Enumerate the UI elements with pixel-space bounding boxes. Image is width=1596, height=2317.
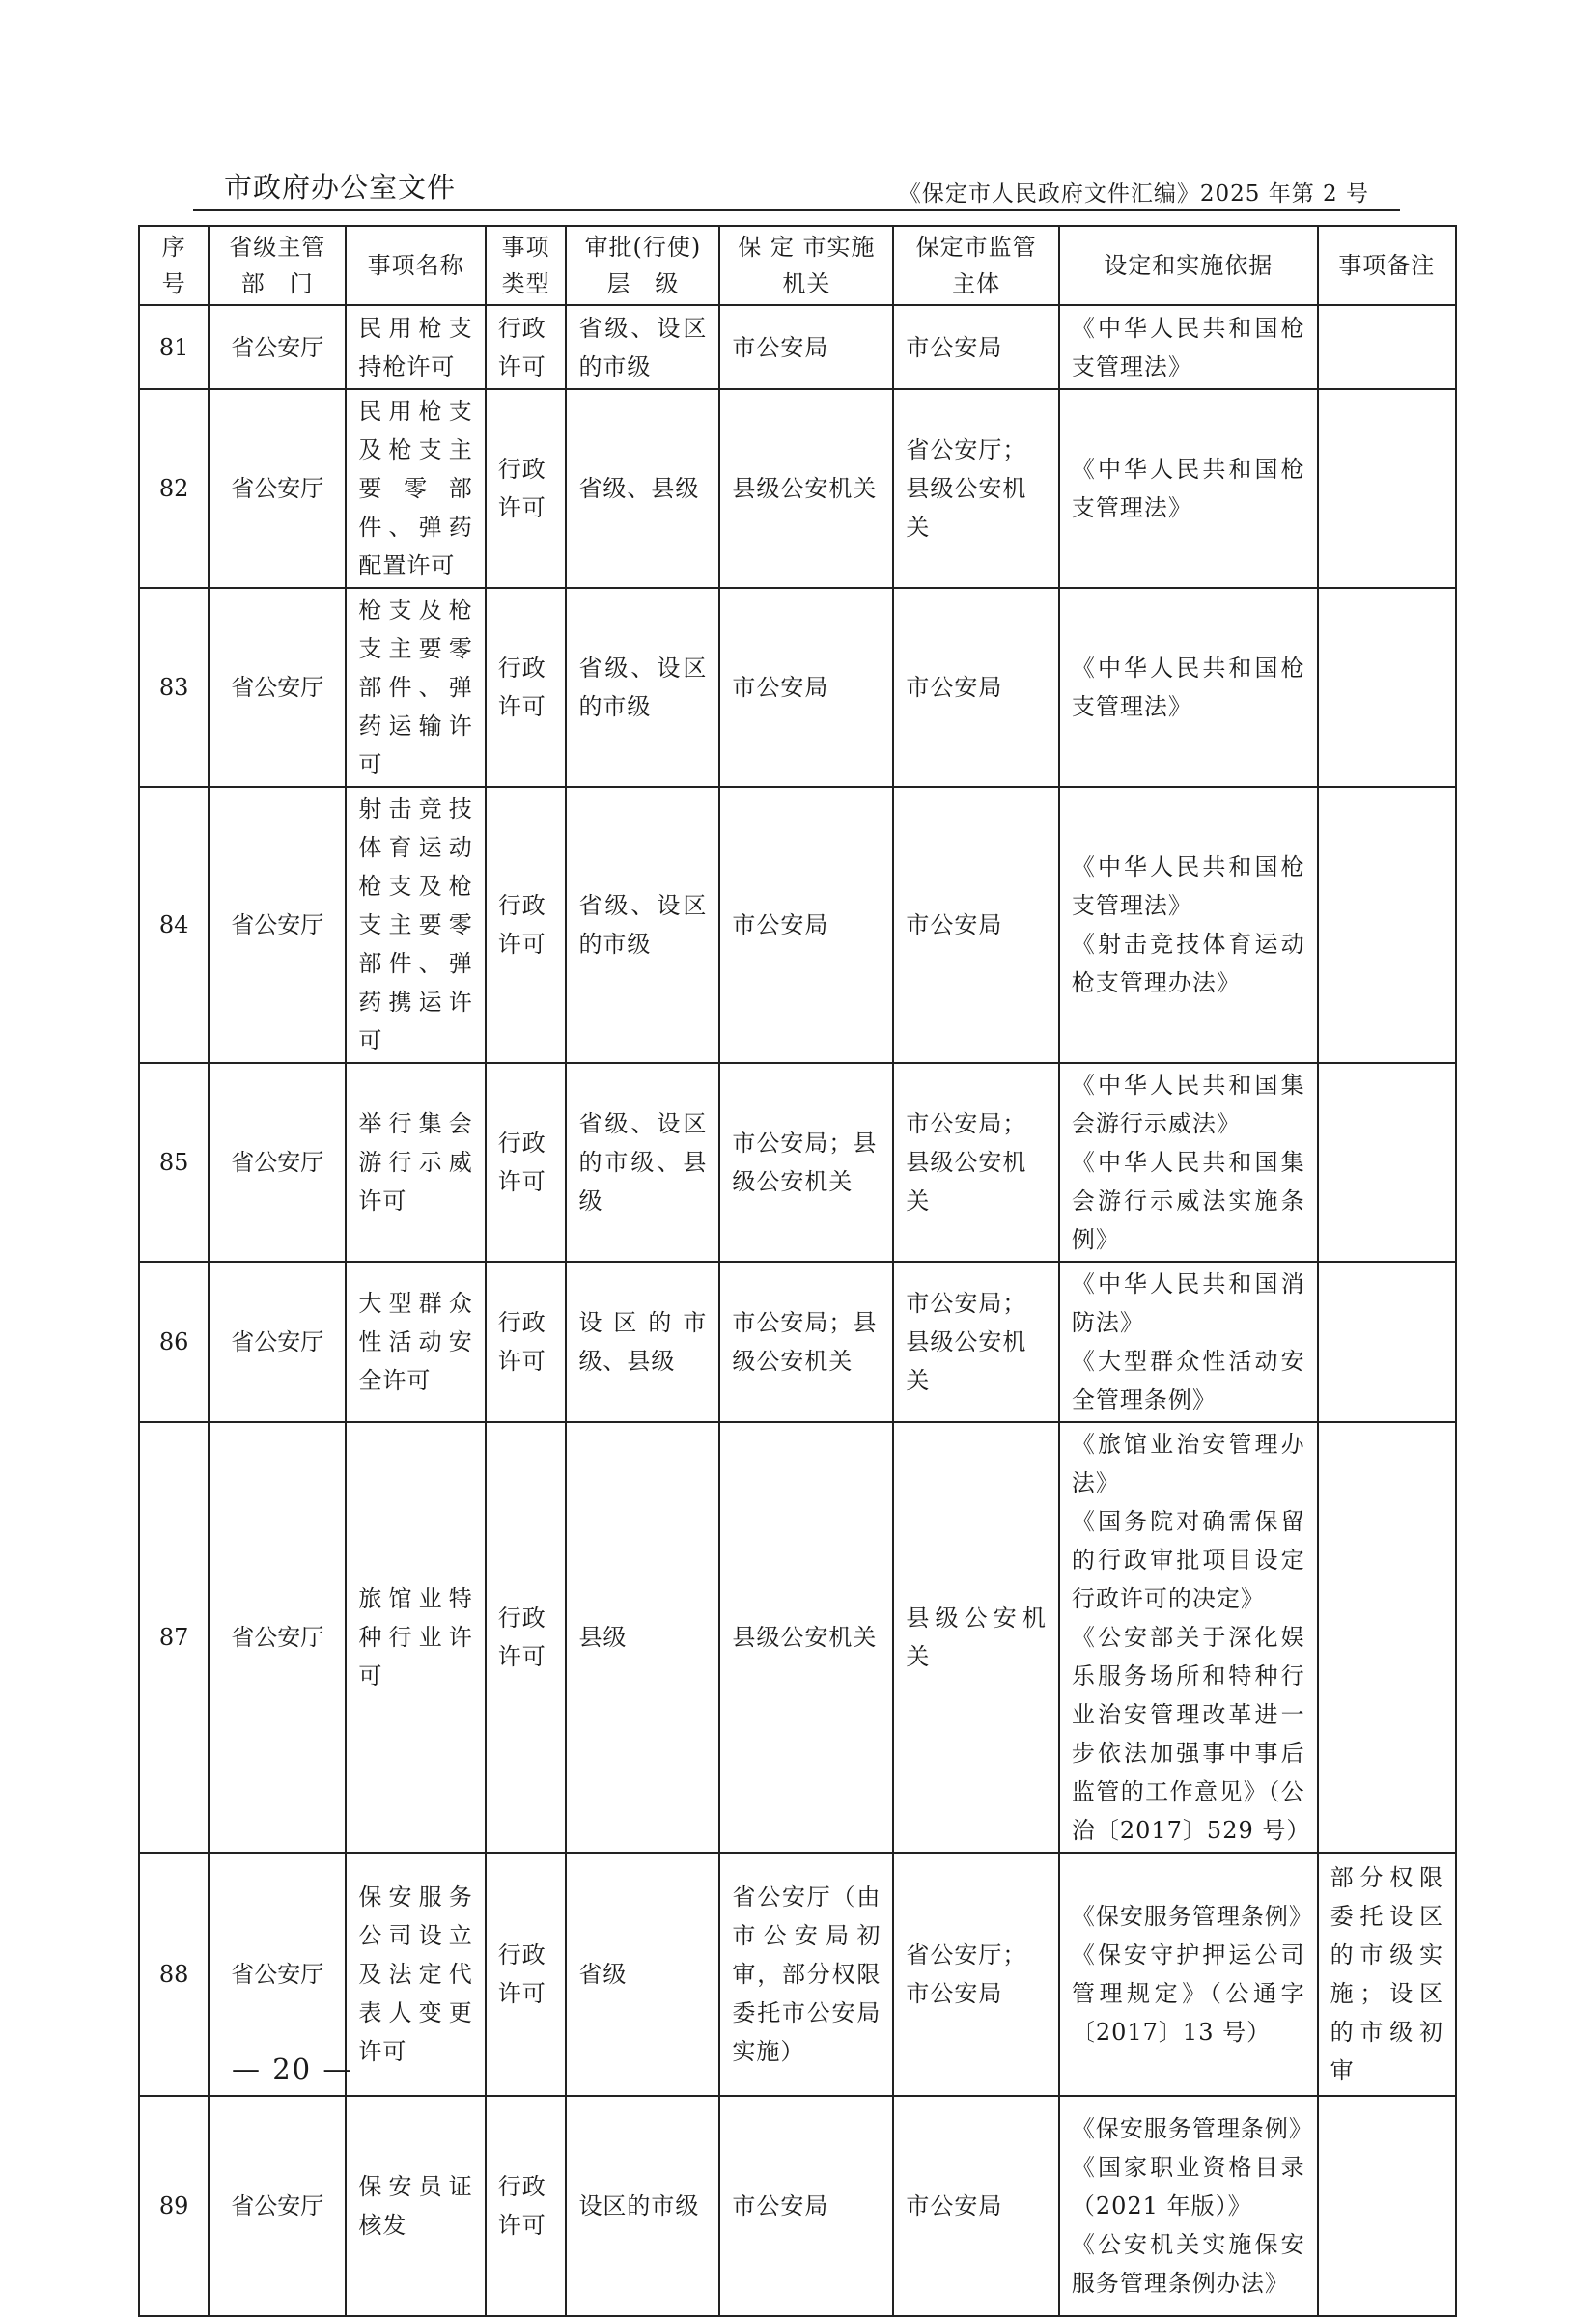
cell-supervisor: 市公安局 <box>893 305 1059 389</box>
col-header-name: 事项名称 <box>346 226 485 305</box>
cell-remark <box>1318 787 1456 1063</box>
cell-dept: 省公安厅 <box>209 787 346 1063</box>
cell-dept: 省公安厅 <box>209 389 346 588</box>
cell-agency: 市公安局 <box>719 2096 893 2316</box>
cell-level: 省级、设区的市级 <box>566 305 719 389</box>
cell-remark <box>1318 588 1456 787</box>
cell-type: 行政许可 <box>486 2096 567 2316</box>
cell-remark <box>1318 1262 1456 1422</box>
cell-name: 大型群众性活动安全许可 <box>346 1262 485 1422</box>
col-header-dept: 省级主管部 门 <box>209 226 346 305</box>
cell-dept: 省公安厅 <box>209 1853 346 2096</box>
cell-basis: 《中华人民共和国枪支管理法》 《射击竞技体育运动枪支管理办法》 <box>1059 787 1318 1063</box>
cell-no: 84 <box>139 787 209 1063</box>
table-header-row <box>139 226 1456 305</box>
cell-level: 设区的市级 <box>566 2096 719 2316</box>
cell-agency: 市公安局 <box>719 305 893 389</box>
col-header-type: 事项类型 <box>486 226 567 305</box>
cell-dept: 省公安厅 <box>209 588 346 787</box>
cell-supervisor: 市公安局 <box>893 2096 1059 2316</box>
cell-no: 88 <box>139 1853 209 2096</box>
cell-type: 行政许可 <box>486 787 567 1063</box>
cell-remark <box>1318 389 1456 588</box>
cell-supervisor: 县级公安机关 <box>893 1422 1059 1853</box>
header-right-title: 《保定市人民政府文件汇编》2025 年第 2 号 <box>898 181 1369 207</box>
cell-agency: 县级公安机关 <box>719 389 893 588</box>
cell-level: 省级、县级 <box>566 389 719 588</box>
cell-name: 保安服务公司设立及法定代表人变更许可 <box>346 1853 485 2096</box>
cell-dept: 省公安厅 <box>209 1262 346 1422</box>
cell-basis: 《中华人民共和国枪支管理法》 <box>1059 588 1318 787</box>
cell-dept: 省公安厅 <box>209 1422 346 1853</box>
cell-supervisor: 省公安厅；县级公安机关 <box>893 389 1059 588</box>
cell-type: 行政许可 <box>486 1422 567 1853</box>
cell-supervisor: 省公安厅；市公安局 <box>893 1853 1059 2096</box>
cell-type: 行政许可 <box>486 305 567 389</box>
cell-dept: 省公安厅 <box>209 2096 346 2316</box>
cell-type: 行政许可 <box>486 588 567 787</box>
cell-no: 82 <box>139 389 209 588</box>
cell-agency: 市公安局 <box>719 588 893 787</box>
cell-agency: 省公安厅（由市公安局初审，部分权限委托市公安局实施） <box>719 1853 893 2096</box>
cell-no: 81 <box>139 305 209 389</box>
cell-name: 保安员证核发 <box>346 2096 485 2316</box>
cell-no: 85 <box>139 1063 209 1262</box>
cell-type: 行政许可 <box>486 1853 567 2096</box>
cell-basis: 《中华人民共和国枪支管理法》 <box>1059 389 1318 588</box>
col-header-no: 序号 <box>139 226 209 305</box>
table-row <box>139 1063 1456 1262</box>
cell-supervisor: 市公安局；县级公安机关 <box>893 1262 1059 1422</box>
cell-type: 行政许可 <box>486 1262 567 1422</box>
cell-basis: 《旅馆业治安管理办法》 《国务院对确需保留的行政审批项目设定行政许可的决定》 《公安部关于深化娱乐服务场所和特种行业治安管理改革进一步依法加强事中事后监管的工作意见》（公治〔2017〕529 号） <box>1059 1422 1318 1853</box>
table-row <box>139 1262 1456 1422</box>
cell-level: 省级 <box>566 1853 719 2096</box>
cell-no: 89 <box>139 2096 209 2316</box>
cell-name: 射击竞技体育运动枪支及枪支主要零部件、弹药携运许可 <box>346 787 485 1063</box>
cell-name: 旅馆业特种行业许可 <box>346 1422 485 1853</box>
cell-level: 省级、设区的市级、县级 <box>566 1063 719 1262</box>
cell-basis: 《中华人民共和国集会游行示威法》 《中华人民共和国集会游行示威法实施条例》 <box>1059 1063 1318 1262</box>
cell-agency: 市公安局；县级公安机关 <box>719 1262 893 1422</box>
cell-no: 87 <box>139 1422 209 1853</box>
col-header-basis: 设定和实施依据 <box>1059 226 1318 305</box>
cell-level: 省级、设区的市级 <box>566 588 719 787</box>
cell-level: 省级、设区的市级 <box>566 787 719 1063</box>
cell-supervisor: 市公安局 <box>893 588 1059 787</box>
cell-basis: 《中华人民共和国枪支管理法》 <box>1059 305 1318 389</box>
table-row <box>139 1422 1456 1853</box>
col-header-remark: 事项备注 <box>1318 226 1456 305</box>
cell-dept: 省公安厅 <box>209 305 346 389</box>
cell-remark <box>1318 305 1456 389</box>
cell-name: 枪支及枪支主要零部件、弹药运输许可 <box>346 588 485 787</box>
cell-basis: 《保安服务管理条例》 《保安守护押运公司管理规定》（公通字〔2017〕13 号） <box>1059 1853 1318 2096</box>
cell-supervisor: 市公安局 <box>893 787 1059 1063</box>
approval-items-table <box>138 225 1457 2317</box>
cell-basis: 《保安服务管理条例》 《国家职业资格目录（2021 年版）》 《公安机关实施保安服务管理条例办法》 <box>1059 2096 1318 2316</box>
cell-level: 县级 <box>566 1422 719 1853</box>
cell-remark <box>1318 1422 1456 1853</box>
cell-remark: 部分权限委托设区的市级实施；设区的市级初审 <box>1318 1853 1456 2096</box>
cell-type: 行政许可 <box>486 1063 567 1262</box>
cell-name: 举行集会游行示威许可 <box>346 1063 485 1262</box>
col-header-agency: 保 定 市实施机关 <box>719 226 893 305</box>
table-row <box>139 389 1456 588</box>
col-header-level: 审批(行使)层 级 <box>566 226 719 305</box>
cell-name: 民用枪支及枪支主要零部件、弹药配置许可 <box>346 389 485 588</box>
cell-agency: 县级公安机关 <box>719 1422 893 1853</box>
cell-basis: 《中华人民共和国消防法》 《大型群众性活动安全管理条例》 <box>1059 1262 1318 1422</box>
header-left-title: 市政府办公室文件 <box>224 171 457 204</box>
cell-dept: 省公安厅 <box>209 1063 346 1262</box>
table-row <box>139 2096 1456 2316</box>
cell-name: 民用枪支持枪许可 <box>346 305 485 389</box>
cell-agency: 市公安局；县级公安机关 <box>719 1063 893 1262</box>
col-header-supervisor: 保定市监管主体 <box>893 226 1059 305</box>
cell-no: 86 <box>139 1262 209 1422</box>
cell-no: 83 <box>139 588 209 787</box>
cell-type: 行政许可 <box>486 389 567 588</box>
cell-level: 设区的市级、县级 <box>566 1262 719 1422</box>
header-rule <box>193 209 1400 211</box>
cell-remark <box>1318 2096 1456 2316</box>
cell-supervisor: 市公安局；县级公安机关 <box>893 1063 1059 1262</box>
table-row <box>139 588 1456 787</box>
table-row <box>139 787 1456 1063</box>
table-row <box>139 305 1456 389</box>
page-number: — 20 — <box>232 2052 353 2085</box>
cell-agency: 市公安局 <box>719 787 893 1063</box>
cell-remark <box>1318 1063 1456 1262</box>
